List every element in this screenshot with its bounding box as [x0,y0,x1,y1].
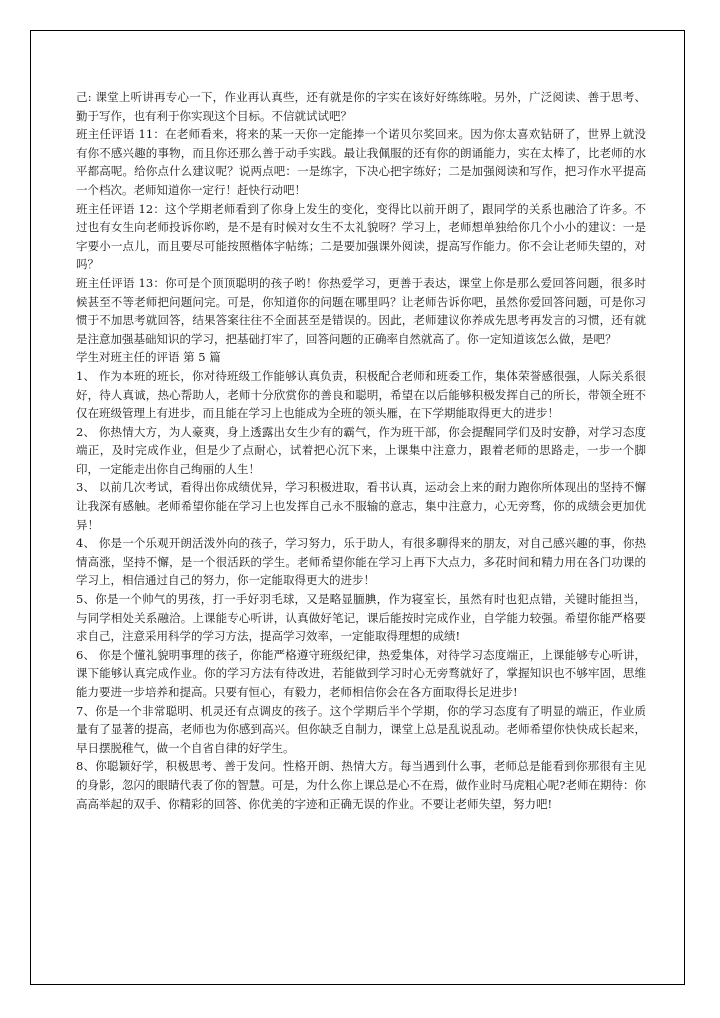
paragraph-item-4: 4、 你是一个乐观开朗活泼外向的孩子，学习努力，乐于助人，有很多聊得来的朋友，对自己感兴趣的事，你热情高涨，坚持不懈，是一个很活跃的学生。老师希望你能在学习上再下大点力，多花时间和精力用在各门功课的学习上，相信通过自己的努力，你一定能取得更大的进步！ [76,536,646,588]
paragraph-comment-11: 班主任评语 11：在老师看来，将来的某一天你一定能捧一个诺贝尔奖回来。因为你太喜欢钻研了，世界上就没有你不感兴趣的事物，而且你还那么善于动手实践。最让我佩服的还有你的朗诵能力，实在太棒了，比老师的水平都高呢。给你点什么建议呢？说两点吧：一是练字，下决心把字练好；二是加强阅读和写作，把习作水平提高一个档次。老师知道你一定行！赶快行动吧！ [76,127,646,197]
paragraph-item-8: 8、你聪颖好学，积极思考、善于发问。性格开朗、热情大方。每当遇到什么事，老师总是能看到你那很有主见的身影，忽闪的眼睛代表了你的智慧。可是，为什么你上课总是心不在焉，做作业时马虎粗心呢?老师在期待：你高高举起的双手、你精彩的回答、你优美的字迹和正确无误的作业。不要让老师失望，努力吧! [76,759,646,811]
paragraph-item-1: 1、 作为本班的班长，你对待班级工作能够认真负责，积极配合老师和班委工作，集体荣誉感很强，人际关系很好，待人真诚，热心帮助人，老师十分欣赏你的善良和聪明，希望在以后能够积极发挥自己的所长，带领全班不仅在班级管理上有进步，而且能在学习上也能成为全班的领头雁，在下学期能取得更大的进步！ [76,368,646,421]
paragraph-item-6: 6、 你是个懂礼貌明事理的孩子，你能严格遵守班级纪律，热爱集体，对待学习态度端正，上课能够专心听讲，课下能够认真完成作业。你的学习方法有待改进，若能做到学习时心无旁骛就好了，掌握知识也不够牢固，思维能力要进一步培养和提高。只要有恒心，有毅力，老师相信你会在各方面取得长足进步! [76,647,646,699]
paragraph-intro: 己: 课堂上听讲再专心一下，作业再认真些，还有就是你的字实在该好好练练啦。另外，广泛阅读、善于思考、勤于写作，也有利于你实现这个目标。不信就试试吧？ [76,90,646,123]
section-heading: 学生对班主任的评语 第 5 篇 [76,350,221,365]
paragraph-item-2: 2、 你热情大方，为人豪爽，身上透露出女生少有的霸气，作为班干部，你会提醒同学们及时安静，对学习态度端正，及时完成作业，但是少了点耐心，试着把心沉下来，上课集中注意力，跟着老师的思路走，一步一个脚印，一定能走出你自己绚丽的人生！ [76,424,646,476]
paragraph-comment-13: 班主任评语 13：你可是个顶顶聪明的孩子哟！你热爱学习，更善于表达，课堂上你是那么爱回答问题，很多时候甚至不等老师把问题问完。可是，你知道你的问题在哪里吗？让老师告诉你吧，虽然你爱回答问题，可是你习惯于不加思考就回答，结果答案往往不全面甚至是错误的。因此，老师建议你养成先思考再发言的习惯，还有就是注意加强基础知识的学习，把基础打牢了，回答问题的正确率自然就高了。你一定知道该怎么做，是吧？ [76,275,646,346]
paragraph-item-7: 7、你是一个非常聪明、机灵还有点调皮的孩子。这个学期后半个学期，你的学习态度有了明显的端正，作业质量有了显著的提高，老师也为你感到高兴。但你缺乏自制力，课堂上总是乱说乱动。老师希望你快快成长起来，早日摆脱稚气，做一个自省自律的好学生。 [76,703,646,755]
paragraph-item-5: 5、你是一个帅气的男孩，打一手好羽毛球，又是略显腼腆，作为寝室长，虽然有时也犯点错，关键时能担当，与同学相处关系融洽。上课能专心听讲，认真做好笔记，课后能按时完成作业，自学能力较强。希望你能严格要求自己，注意采用科学的学习方法，提高学习效率，一定能取得理想的成绩! [76,592,646,644]
paragraph-comment-12: 班主任评语 12：这个学期老师看到了你身上发生的变化，变得比以前开朗了，跟同学的关系也融洽了许多。不过也有女生向老师投诉你哟，是不是有时候对女生不太礼貌呀？学习上，老师想单独给你几个小小的建议：一是字要小一点儿，而且要尽可能按照楷体字帖练；二是要加强课外阅读，提高写作能力。你不会让老师失望的，对吗？ [76,201,646,272]
document-body [76,88,646,813]
paragraph-item-3: 3、 以前几次考试，看得出你成绩优异，学习积极进取，看书认真，运动会上来的耐力跑你所体现出的坚持不懈让我深有感触。老师希望你能在学习上也发挥自己永不服输的意志，集中注意力，心无旁骛，你的成绩会更加优异！ [76,480,646,532]
